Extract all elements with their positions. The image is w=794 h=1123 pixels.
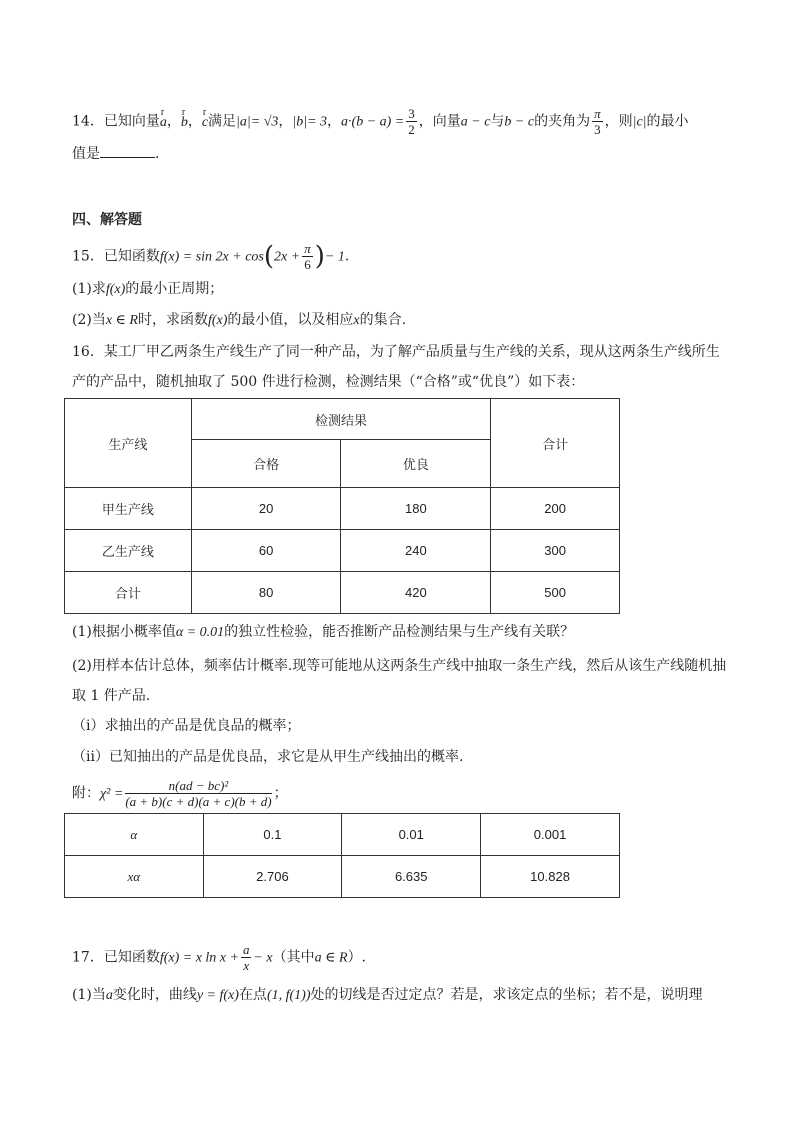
q15-stem: 15．已知函数f(x) = sin 2x + cos(2x + $\frac{\pi}{6}$ )− 1. xyxy=(72,241,350,272)
header-total: 合计 xyxy=(491,399,620,488)
fraction-pi-over-6: $\frac{\pi}{6}$ xyxy=(304,241,311,272)
q16-part2-line2: 取 1 件产品. xyxy=(72,688,151,704)
header-production-line: 生产线 xyxy=(65,399,192,488)
table-row: 合计 80 420 500 xyxy=(65,572,620,614)
fraction-three-halves: $\frac{3}{2}$ xyxy=(408,106,415,137)
table-row: 甲生产线 20 180 200 xyxy=(65,488,620,530)
critical-value-table xyxy=(64,813,620,898)
fraction-a-over-x: $\frac{a}{x}$ xyxy=(242,942,250,973)
table-row: α 0.1 0.01 0.001 xyxy=(65,814,620,856)
q15-part2: (2)当x ∈ R时，求函数f(x)的最小值，以及相应x的集合. xyxy=(72,312,407,328)
chi-square-formula: 附：χ² = $\frac{\text{n(ad − bc)²}}{(a + b)(c + d)(a + c)(b + d)}$ ； xyxy=(72,778,288,809)
q16-data-table xyxy=(64,398,620,614)
fraction-pi-over-3: $\frac{\pi}{3}$ xyxy=(594,106,601,137)
q17-part1: (1)当a变化时，曲线y = f(x)在点(1, f(1))处的切线是否过定点？若是，求该定点的坐标；若不是，说明理 xyxy=(72,987,703,1003)
table-row: 乙生产线 60 240 300 xyxy=(65,530,620,572)
q16-part2-line1: (2)用样本估计总体，频率估计概率.现等可能地从这两条生产线中抽取一条生产线，然后从该生产线随机抽 xyxy=(72,658,727,674)
q16-stem-line1: 16．某工厂甲乙两条生产线生产了同一种产品，为了解产品质量与生产线的关系，现从这两条生产线所生 xyxy=(72,344,720,360)
q14-line1: 14．已知向量r a，r b，r c满足|a|= √3，|b|= 3，a·(b − a) = $\frac{3}{2}$ ，向量a − c与b − c的夹角为 $\frac{\pi}{3}$ ，则|c|的最小 xyxy=(72,106,689,137)
section-title: 四、解答题 xyxy=(72,212,142,228)
q15-part1: (1)求f(x)的最小正周期； xyxy=(72,281,224,297)
q16-subpart-i: （i）求抽出的产品是优良品的概率； xyxy=(72,718,301,734)
answer-blank[interactable] xyxy=(100,144,155,158)
q14-line2: 值是 . xyxy=(72,146,160,162)
q16-part1: (1)根据小概率值α = 0.01的独立性检验，能否推断产品检测结果与生产线有关联？ xyxy=(72,624,575,640)
chi-square-fraction: $\frac{\text{n(ad − bc)²}}{(a + b)(c + d)(a + c)(b + d)}$ xyxy=(125,778,272,809)
q17-stem: 17．已知函数f(x) = x ln x + $\frac{a}{x}$ − x（其中a ∈ R）. xyxy=(72,942,367,973)
header-test-result: 检测结果 xyxy=(191,399,490,440)
q16-subpart-ii: （ii）已知抽出的产品是优良品，求它是从甲生产线抽出的概率. xyxy=(72,749,464,765)
header-pass: 合格 xyxy=(191,440,341,488)
q16-stem-line2: 产的产品中，随机抽取了 500 件进行检测，检测结果（“合格”或“优良”）如下表： xyxy=(72,374,585,390)
header-good: 优良 xyxy=(341,440,491,488)
table-row: xα 2.706 6.635 10.828 xyxy=(65,856,620,898)
